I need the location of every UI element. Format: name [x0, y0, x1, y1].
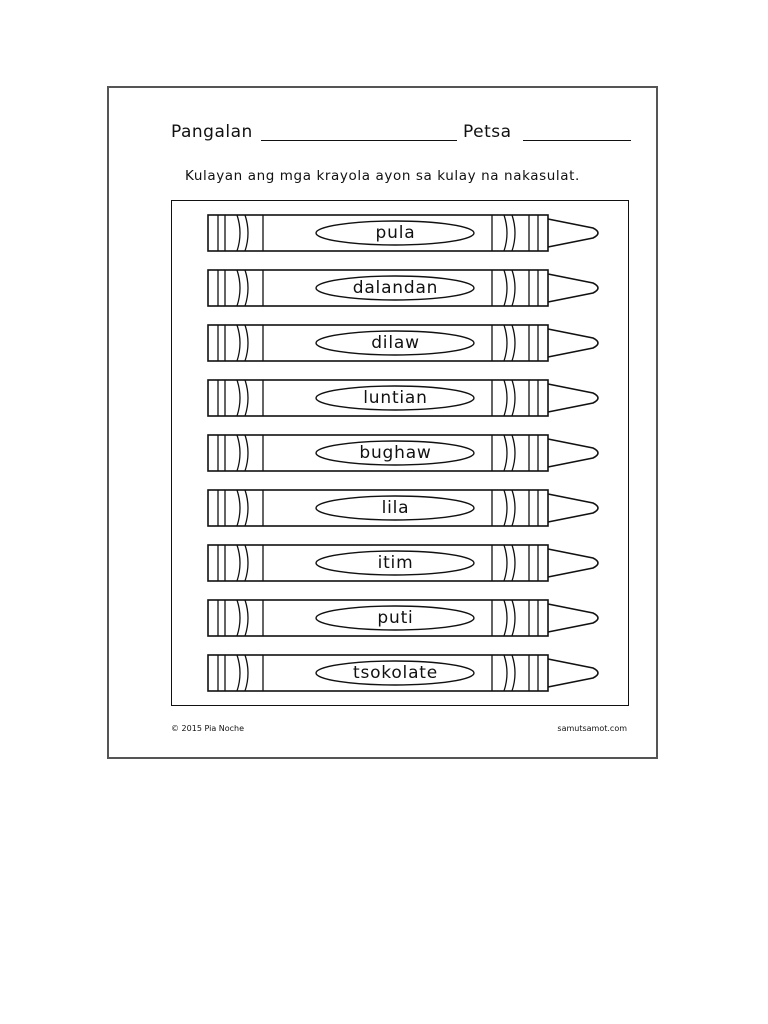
crayon-label: puti: [377, 608, 414, 628]
site-url: samutsamot.com: [557, 724, 627, 733]
date-label: Petsa: [463, 122, 512, 142]
crayon-dilaw[interactable]: [207, 322, 607, 364]
name-write-line: [261, 140, 457, 141]
crayon-itim[interactable]: [207, 542, 607, 584]
crayon-label: tsokolate: [352, 663, 439, 683]
crayon-label: dalandan: [352, 278, 439, 298]
crayon-label: itim: [377, 553, 414, 573]
crayon-luntian[interactable]: [207, 377, 607, 419]
crayon-label: bughaw: [359, 443, 432, 463]
worksheet-page: [107, 86, 658, 759]
crayon-label: pula: [375, 223, 416, 243]
copyright-text: © 2015 Pia Noche: [171, 724, 245, 733]
instruction-text: Kulayan ang mga krayola ayon sa kulay na nakasulat.: [185, 168, 580, 184]
crayon-tsokolate[interactable]: [207, 652, 607, 694]
date-write-line: [523, 140, 631, 141]
crayon-lila[interactable]: [207, 487, 607, 529]
crayon-pula[interactable]: [207, 212, 607, 254]
name-label: Pangalan: [171, 122, 253, 142]
worksheet-header: [171, 122, 631, 146]
crayon-puti[interactable]: [207, 597, 607, 639]
crayon-label: dilaw: [371, 333, 420, 353]
crayon-box: [171, 200, 629, 706]
crayon-label: luntian: [363, 388, 428, 408]
crayon-dalandan[interactable]: [207, 267, 607, 309]
crayon-label: lila: [381, 498, 410, 518]
crayon-bughaw[interactable]: [207, 432, 607, 474]
